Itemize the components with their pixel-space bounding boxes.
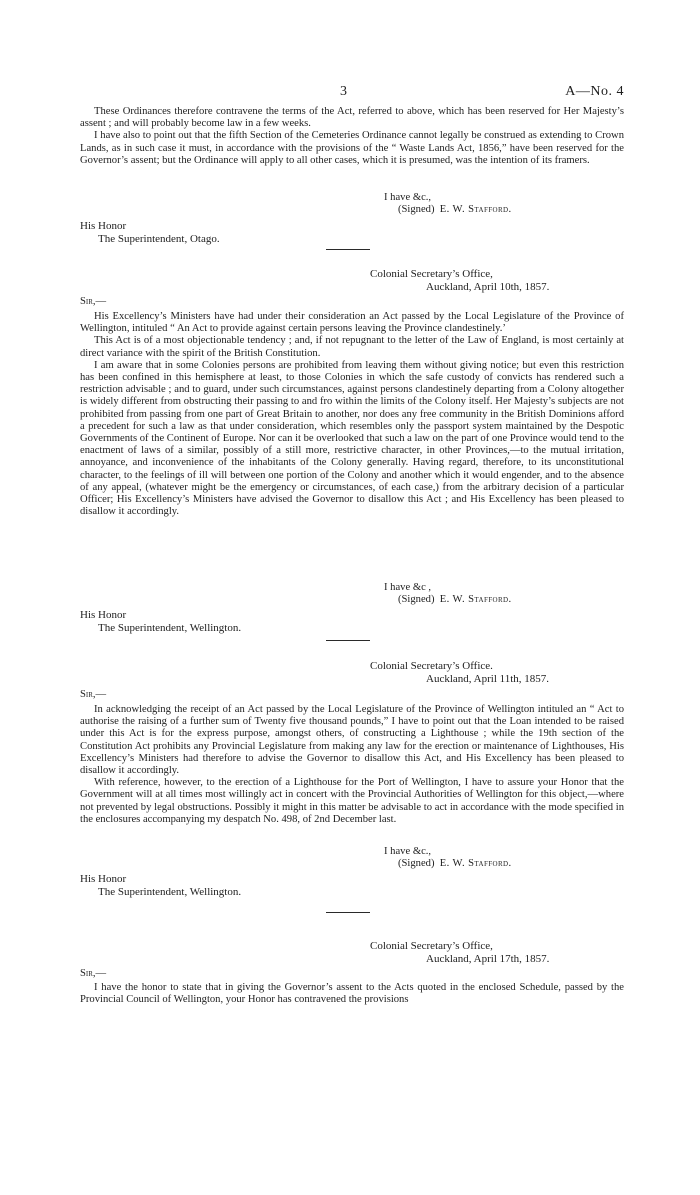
letter-3-dateline <box>370 660 549 685</box>
salutation: Sir,— <box>80 968 107 979</box>
paragraph: In acknowledging the receipt of an Act passed by the Local Legislature of the Province of Wellington intituled an “ Act to authorise the raising of a further sum of Twenty five thousand pounds,” I have to point out that the Loan intended to be raised under this Act is for the express purpose, amongst others, of constructing a Lighthouse ; while the 19th section of the Constitution Act prohibits any Provincial Legislature from making any law for the erection or maintenance of Lighthouses, His Excellency’s Ministers had therefore to advise the Governor to disallow this Act, and His Excellency has been pleased to disallow it accordingly. <box>80 704 624 777</box>
section-divider <box>326 249 370 250</box>
letter-1-signature <box>384 192 512 217</box>
salutation: Sir,— <box>80 296 107 307</box>
office: Colonial Secretary’s Office. <box>370 660 493 672</box>
closing: I have &c , <box>384 582 432 593</box>
letter-1-body <box>80 106 624 167</box>
paragraph: His Excellency’s Ministers have had under their consideration an Act passed by the Local Legislature of the Province of Wellington, intituled “ An Act to provide against certain persons leaving the Province clandestinely.’ <box>80 311 624 335</box>
letter-2-body <box>80 311 624 518</box>
letter-2-addressee <box>80 609 241 634</box>
date: Auckland, April 11th, 1857. <box>426 672 550 685</box>
letter-3-body <box>80 704 624 826</box>
date: Auckland, April 10th, 1857. <box>426 280 550 293</box>
closing: I have &c., <box>384 846 432 857</box>
date: Auckland, April 17th, 1857. <box>426 952 550 965</box>
addressee: The Superintendent, Wellington. <box>98 885 242 898</box>
signatory: E. W. Stafford. <box>439 594 512 606</box>
letter-4-dateline <box>370 940 549 965</box>
addressee-title: His Honor <box>80 220 127 232</box>
office: Colonial Secretary’s Office, <box>370 940 493 952</box>
letter-1-addressee <box>80 220 220 245</box>
document-reference: A—No. 4 <box>565 84 624 99</box>
letter-3-signature <box>384 846 512 871</box>
addressee-title: His Honor <box>80 609 127 621</box>
section-divider <box>326 640 370 641</box>
page-number: 3 <box>340 84 347 99</box>
paragraph: I am aware that in some Colonies persons are prohibited from leaving them without giving notice; but even this restriction has been confined in this hemisphere at least, to those Colonies in which the safe custody of convicts has rendered such a restriction advisable ; and to guard, under such circumstances, against persons clandestinely departing from a Colony altogether is widely different from obstructing their passing to and fro within the limits of the Colony itself. Her Majesty’s subjects are not prohibited from passing from one part of Great Britain to another, nor does any free community in the British Dominions afford a precedent for such a law as that under consideration, which resembles only the passport system maintained by the Despotic Governments of the Continent of Europe. Nor can it be overlooked that such a law on the part of one Province would tend to the enactment of laws of a similar, possibly of a still more, restrictive character, in other Provinces,—to the mutual irritation, annoyance, and inconvenience of the inhabitants of the Colony generally. Having regard, therefore, to its unconstitutional character, to the feelings of ill will between one portion of the Colony and another which it would engender, and to the absence of any appeal, (whatever might be the emergency or circumstances, of each case,) from the arbitrary decision of a particular Officer; His Excellency’s Ministers have advised the Governor to disallow this Act ; and His Excellency has been pleased to disallow it accordingly. <box>80 359 624 518</box>
letter-4-body <box>80 982 624 1006</box>
signed-label: (Signed) <box>398 858 435 870</box>
closing: I have &c., <box>384 192 432 203</box>
paragraph: This Act is of a most objectionable tendency ; and, if not repugnant to the letter of the Law of England, is most certainly at direct variance with the spirit of the British Constitution. <box>80 335 624 359</box>
salutation: Sir,— <box>80 689 107 700</box>
paragraph: With reference, however, to the erection of a Lighthouse for the Port of Wellington, I have to assure your Honor that the Government will at all times most willingly act in concert with the Provincial Authorities of Wellington for this object,—where not prevented by legal obstructions. Possibly it might in this matter be advisable to act in accordance with the mode specified in the enclosures accompanying my despatch No. 498, of 2nd December last. <box>80 777 624 825</box>
letter-2-signature <box>384 582 512 607</box>
office: Colonial Secretary’s Office, <box>370 268 493 280</box>
signed-label: (Signed) <box>398 204 435 216</box>
signed-label: (Signed) <box>398 594 435 606</box>
signatory: E. W. Stafford. <box>439 858 512 870</box>
paragraph: I have the honor to state that in giving the Governor’s assent to the Acts quoted in the enclosed Schedule, passed by the Provincial Council of Wellington, your Honor has contravened the provisions <box>80 982 624 1006</box>
section-divider <box>326 912 370 913</box>
signatory: E. W. Stafford. <box>439 204 512 216</box>
letter-2-dateline <box>370 268 549 293</box>
letter-3-addressee <box>80 873 241 898</box>
addressee: The Superintendent, Otago. <box>98 232 220 245</box>
addressee-title: His Honor <box>80 873 127 885</box>
addressee: The Superintendent, Wellington. <box>98 621 242 634</box>
paragraph: These Ordinances therefore contravene the terms of the Act, referred to above, which has been reserved for Her Majesty’s assent ; and will probably become law in a few weeks. <box>80 106 624 130</box>
paragraph: I have also to point out that the fifth Section of the Cemeteries Ordinance cannot legally be construed as extending to Crown Lands, as in such case it must, in accordance with the provisions of the “ Waste Lands Act, 1856,” have been reserved for the Governor’s assent; but the Ordinance will apply to all other cases, which it is presumed, was the intention of its framers. <box>80 130 624 166</box>
